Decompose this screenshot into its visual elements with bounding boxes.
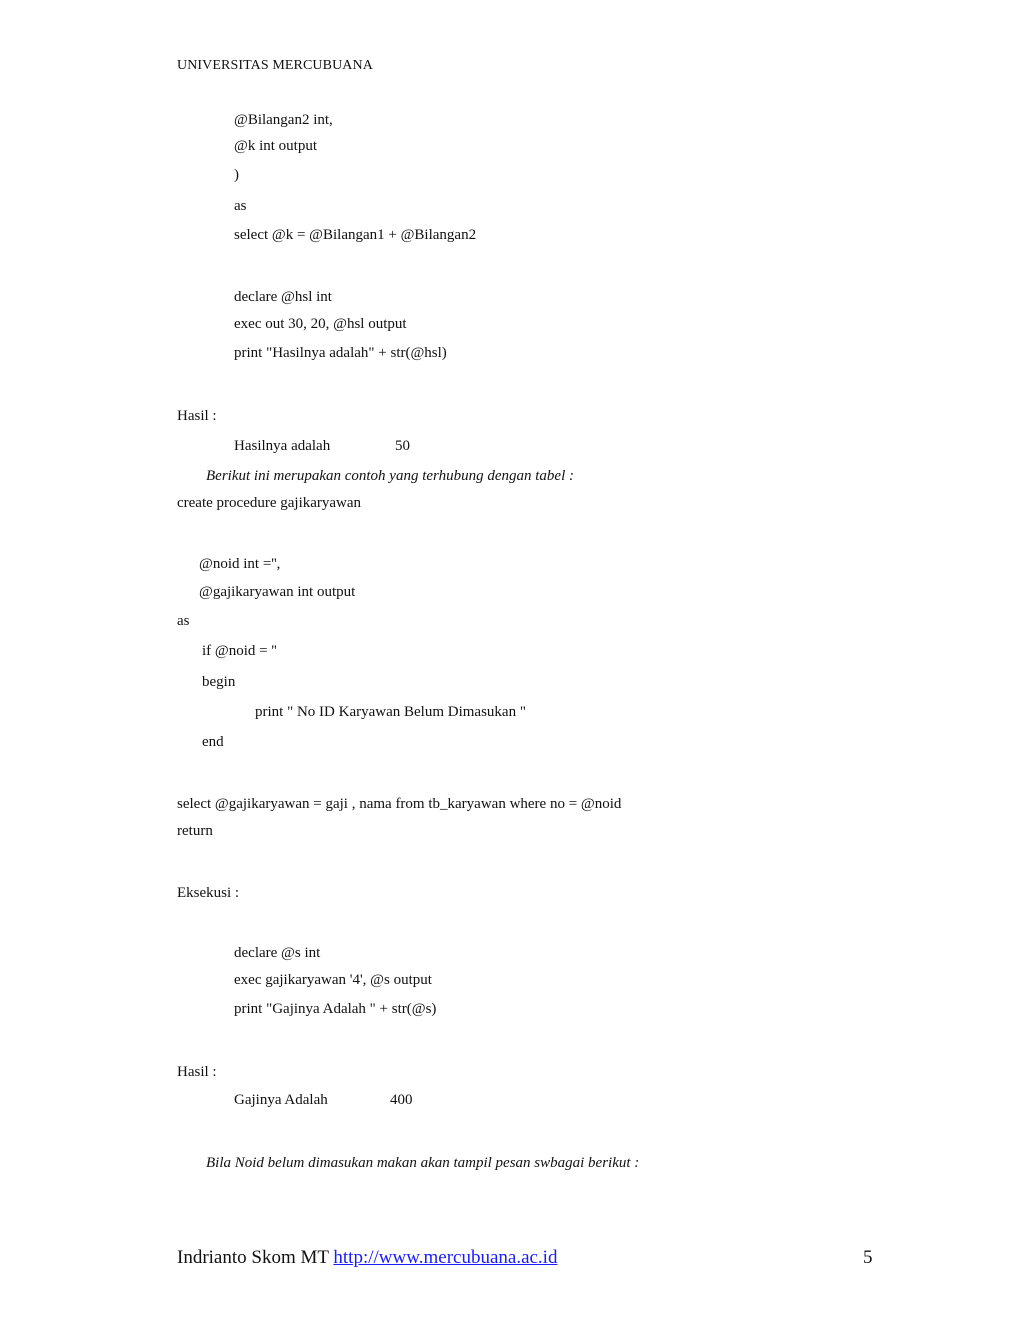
code-line: begin — [202, 674, 236, 690]
result-label: Hasilnya adalah — [234, 438, 331, 454]
code-line: as — [234, 198, 247, 214]
code-line: print "Hasilnya adalah" + str(@hsl) — [234, 345, 447, 361]
result-heading: Hasil : — [177, 408, 217, 424]
result-value: 50 — [395, 438, 410, 454]
code-line: @gajikaryawan int output — [199, 584, 356, 600]
page-header: UNIVERSITAS MERCUBUANA — [177, 58, 373, 73]
code-line: end — [202, 734, 224, 750]
page-number: 5 — [863, 1247, 873, 1268]
exec-heading: Eksekusi : — [177, 885, 240, 901]
code-line: @noid int ='', — [199, 556, 281, 572]
code-line: select @k = @Bilangan1 + @Bilangan2 — [234, 227, 477, 243]
code-line: select @gajikaryawan = gaji , nama from tb_karyawan where no = @noid — [177, 796, 622, 812]
code-line: if @noid = '' — [202, 643, 277, 659]
code-line: as — [177, 613, 190, 629]
code-line: create procedure gajikaryawan — [177, 495, 362, 511]
code-line: declare @hsl int — [234, 289, 332, 305]
section-intro: Berikut ini merupakan contoh yang terhubung dengan tabel : — [206, 468, 574, 484]
result-heading: Hasil : — [177, 1064, 217, 1080]
footer-link[interactable]: http://www.mercubuana.ac.id — [333, 1247, 558, 1268]
page-footer — [177, 1247, 557, 1269]
code-line: @k int output — [234, 138, 317, 154]
code-line: exec gajikaryawan '4', @s output — [234, 972, 432, 988]
code-line: exec out 30, 20, @hsl output — [234, 316, 407, 332]
code-line: return — [177, 823, 213, 839]
code-line: ) — [234, 167, 239, 183]
section-note: Bila Noid belum dimasukan makan akan tampil pesan swbagai berikut : — [206, 1155, 640, 1171]
result-value: 400 — [390, 1092, 413, 1108]
code-line: declare @s int — [234, 945, 321, 961]
footer-author: Indrianto Skom MT — [177, 1247, 329, 1268]
result-label: Gajinya Adalah — [234, 1092, 328, 1108]
code-line: print " No ID Karyawan Belum Dimasukan " — [255, 704, 526, 720]
code-line: @Bilangan2 int, — [234, 112, 333, 128]
code-line: print "Gajinya Adalah " + str(@s) — [234, 1001, 437, 1017]
